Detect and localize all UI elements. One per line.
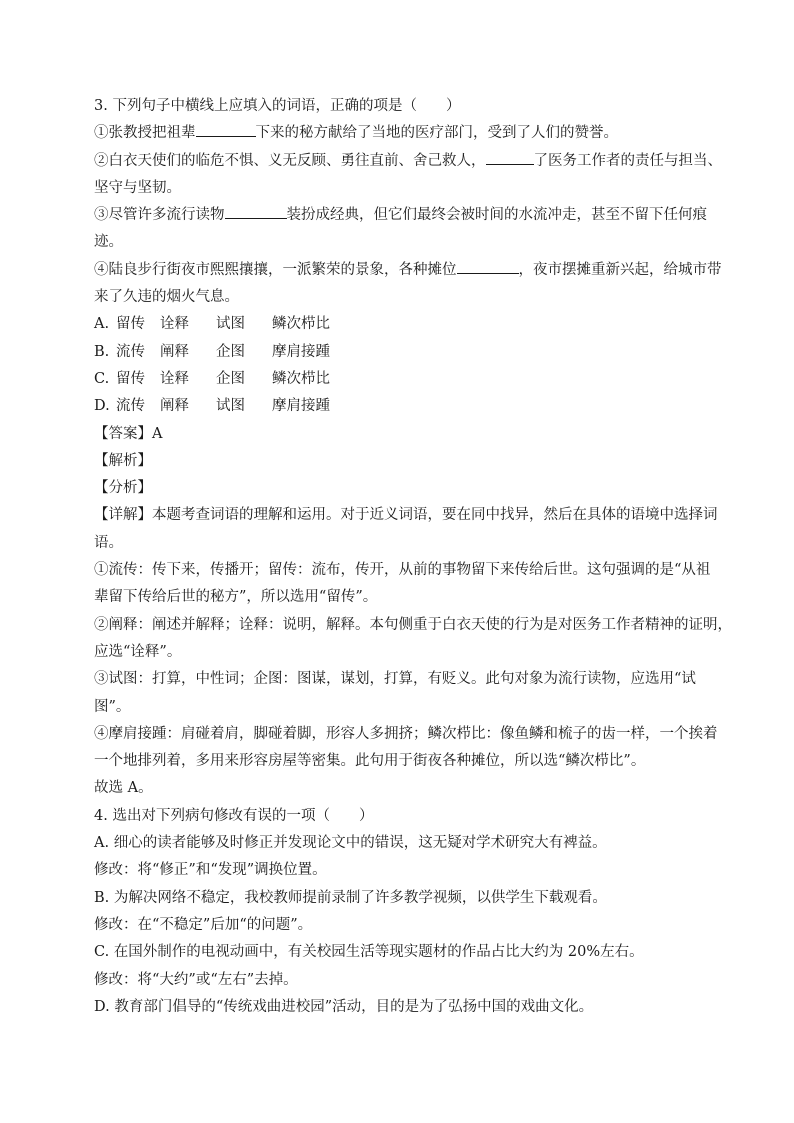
blank-1 [196, 122, 256, 137]
explain-2-line-1: ②阐释：阐述并解释；诠释：说明，解释。本句侧重于白衣天使的行为是对医务工作者精神的证明， [94, 616, 732, 633]
detail-tag: 【详解】 [94, 507, 152, 524]
q3-sentence-2: ②白衣天使们的临危不惧、义无反顾、勇往直前、舍己救人， 了医务工作者的责任与担当、 [94, 148, 704, 175]
answer-value: A [152, 425, 163, 442]
analysis-tag: 【解析】 [94, 452, 152, 469]
option-a: A. 留传 诠释 试图 鳞次栉比 [94, 316, 330, 333]
q3-sentence-2-cont: 坚守与坚韧。 [94, 179, 181, 196]
answer-tag: 【答案】 [94, 425, 152, 442]
q4-option-c: C. 在国外制作的电视动画中，有关校园生活等现实题材的作品占比大约为 20%左右。 [94, 944, 644, 961]
explain-3-line-2: 图”。 [94, 698, 131, 715]
option-b: B. 流传 阐释 企图 摩肩接踵 [94, 343, 330, 360]
q3-stem: 3. 下列句子中横线上应填入的词语，正确的项是（ ） [94, 98, 461, 114]
q3-sentence-3: ③尽管许多流行读物 装扮成经典，但它们最终会被时间的水流冲走，甚至不留下任何痕 [94, 202, 704, 229]
q3-sentence-4-cont: 来了久违的烟火气息。 [94, 289, 239, 306]
option-d: D. 流传 阐释 试图 摩肩接踵 [94, 398, 330, 415]
blank-4 [457, 259, 519, 274]
explain-1-line-2: 辈留下传给后世的秘方”，所以选用“留传”。 [94, 589, 378, 606]
option-c: C. 留传 诠释 企图 鳞次栉比 [94, 370, 330, 387]
document-page [94, 93, 732, 1021]
explain-3-line-1: ③试图：打算，中性词；企图：图谋，谋划，打算，有贬义。此句对象为流行读物，应选用“试 [94, 671, 696, 688]
q3-sentence-1: ①张教授把祖辈 下来的秘方献给了当地的医疗部门，受到了人们的赞誉。 [94, 120, 704, 147]
explain-2-line-2: 应选“诠释”。 [94, 643, 182, 660]
q4-stem: 4. 选出对下列病句修改有误的一项（ ） [94, 807, 374, 824]
detail-line-1: 【详解】本题考查词语的理解和运用。对于近义词语，要在同中找异，然后在具体的语境中选择词 [94, 507, 718, 524]
q3-sentence-3-cont: 迹。 [94, 234, 123, 251]
blank-2 [486, 150, 534, 165]
conclusion: 故选 A。 [94, 780, 153, 797]
q4-option-a-fix: 修改：将“修正”和“发现”调换位置。 [94, 862, 327, 879]
blank-3 [225, 204, 287, 219]
detail-line-2: 语。 [94, 534, 123, 551]
q3-sentence-4: ④陆良步行街夜市熙熙攘攘，一派繁荣的景象，各种摊位 ，夜市摆摊重新兴起，给城市带 [94, 257, 704, 284]
q4-option-b-fix: 修改：在“不稳定”后加“的问题”。 [94, 916, 313, 933]
q4-option-a: A. 细心的读者能够及时修正并发现论文中的错误，这无疑对学术研究大有裨益。 [94, 835, 607, 852]
explain-1-line-1: ①流传：传下来，传播开；留传：流布，传开，从前的事物留下来传给后世。这句强调的是“从祖 [94, 562, 711, 579]
explain-4-line-2: 一个地排列着，多用来形容房屋等密集。此句用于街夜各种摊位，所以选“鳞次栉比”。 [94, 753, 646, 770]
explain-4-line-1: ④摩肩接踵：肩碰着肩，脚碰着脚，形容人多拥挤；鳞次栉比：像鱼鳞和梳子的齿一样，一个挨着 [94, 725, 718, 742]
fenxi-tag: 【分析】 [94, 480, 152, 497]
q4-option-b: B. 为解决网络不稳定，我校教师提前录制了许多教学视频，以供学生下载观看。 [94, 889, 607, 906]
answer-line [94, 421, 704, 448]
q4-option-d: D. 教育部门倡导的“传统戏曲进校园”活动，目的是为了弘扬中国的戏曲文化。 [94, 998, 594, 1015]
q4-option-c-fix: 修改：将“大约”或“左右”去掉。 [94, 971, 298, 988]
